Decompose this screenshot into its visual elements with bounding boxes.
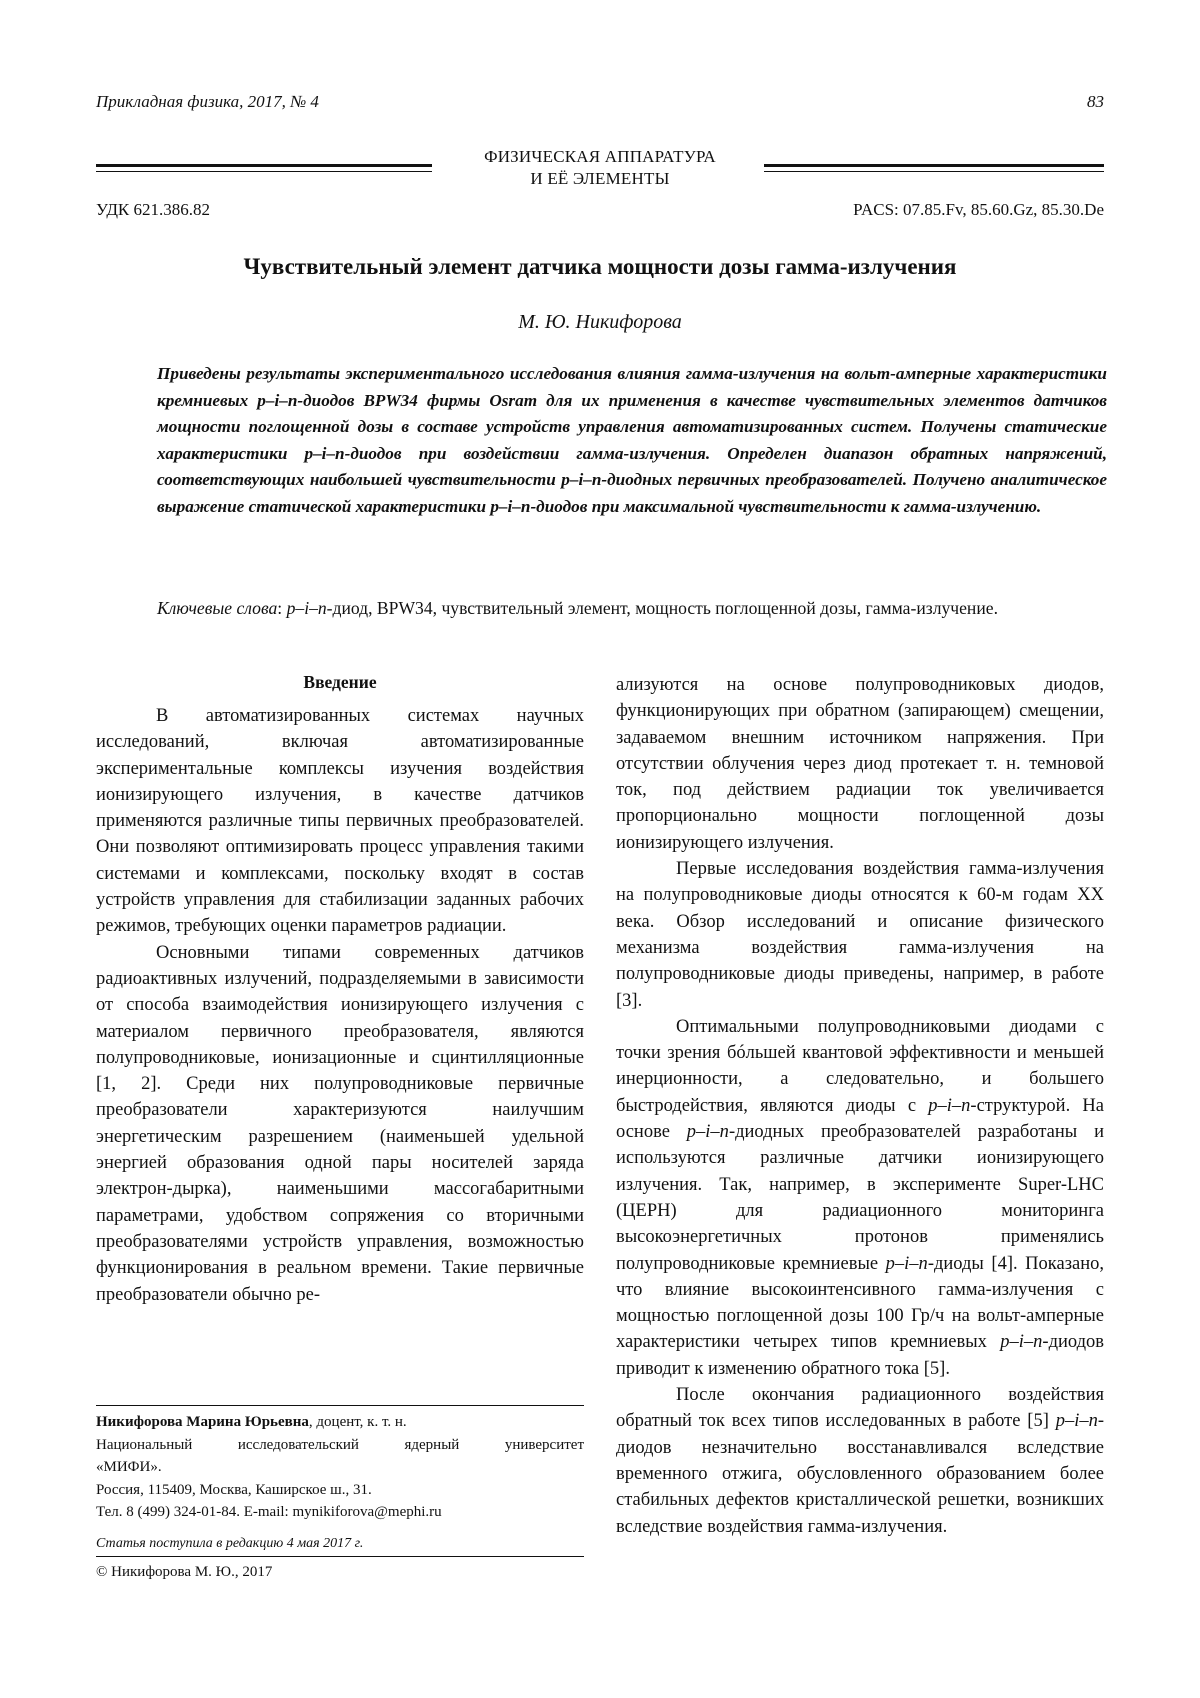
rubric-line-1: ФИЗИЧЕСКАЯ АППАРАТУРА <box>484 147 716 166</box>
page-number: 83 <box>1087 92 1104 111</box>
text-run: Оптимальными полупроводниковыми диодами с точки зрения бóльшей квантовой эффективности и меньшей инерционности, а следовательно, и большего быстродействия, являются диоды с <box>616 1016 1104 1116</box>
received-date: Статья поступила в редакцию 4 мая 2017 г. <box>96 1535 364 1551</box>
paragraph: В автоматизированных системах научных исследований, включая автоматизированные экспериментальные комплексы изучения воздействия ионизирующего излучения, в качестве датчиков применяются различные типы первичных преобразователей. Они позволяют оптимизировать процесс управления такими системами и комплексами, поскольку входят в состав устройств управления для стабилизации заданных рабочих режимов, требующих оценки параметров радиации. <box>96 706 584 937</box>
intro-heading: Введение <box>303 672 377 692</box>
pin-term: p–i–n <box>928 1095 971 1116</box>
classification-codes <box>96 200 1104 224</box>
paragraph: ализуются на основе полупроводниковых диодов, функционирующих при обратном (запирающем) смещении, задаваемом внешним источником напряжения. При отсутствии облучения через диод протекает т. н. темновой ток, под действием радиации ток увеличивается пропорционально мощности поглощенной дозы ионизирующего излучения. <box>616 675 1104 853</box>
text-run: -диодов незначительно восстанавливался вследствие временного отжига, обусловленного образованием более стабильных дефектов кристаллической решетки, возникших вследствие воздействия гамма-излучения. <box>616 1411 1104 1537</box>
pin-term: p–i–n <box>885 1253 928 1274</box>
footnote-author-position: , доцент, к. т. н. <box>308 1414 407 1430</box>
keywords-colon: : <box>277 598 287 618</box>
pin-term: p–i–n <box>686 1122 729 1143</box>
text-run: -диодов приводит к изменению обратного тока [5]. <box>616 1332 1104 1379</box>
text-run: -диодных преобразователей разработаны и используются различные датчики ионизирующего излучения. Так, например, в эксперименте Super-LHC (ЦЕРН) для радиационного мониторинга высокоэнергетичных протонов применялись полупроводниковые кремниевые <box>616 1122 1104 1274</box>
journal-name: Прикладная физика, 2017, № 4 <box>96 92 319 111</box>
keywords-label: Ключевые слова <box>157 598 278 618</box>
keywords-list: -диод, BPW34, чувствительный элемент, мощность поглощенной дозы, гамма-излучение. <box>326 598 998 618</box>
running-header <box>96 92 1104 116</box>
keywords-term: p–i–n <box>286 598 327 618</box>
copyright: © Никифорова М. Ю., 2017 <box>96 1564 273 1580</box>
footnote-address: Россия, 115409, Москва, Каширское ш., 31. <box>96 1481 372 1498</box>
section-heading <box>96 146 1104 192</box>
footnote-author-name: Никифорова Марина Юрьевна <box>96 1414 309 1430</box>
udc-code: УДК 621.386.82 <box>96 200 211 219</box>
abstract: Приведены результаты экспериментального исследования влияния гамма-излучения на вольт-амперные характеристики кремниевых p–i–n-диодов BPW34 фирмы Osram для их применения в качестве чувствительных элементов датчиков мощности поглощенной дозы в составе устройств управления автоматизированных систем. Получены статические характеристики p–i–n-диодов при воздействии гамма-излучения. Определен диапазон обратных напряжений, соответствующих наибольшей чувствительности p–i–n-диодных первичных преобразователей. Получено аналитическое выражение статической характеристики p–i–n-диодов при максимальной чувствительности к гамма-излучению. <box>157 364 1107 516</box>
text-run: -диоды [4]. Показано, что влияние высокоинтенсивного гамма-излучения с мощностью поглощенной дозы 100 Гр/ч на вольт-амперные характеристики четырех типов кремниевых <box>616 1253 1104 1353</box>
pin-term: p–i–n <box>1055 1411 1098 1432</box>
paragraph <box>616 1382 1104 1540</box>
text-run: После окончания радиационного воздействия обратный ток всех типов исследованных в работе [5] <box>616 1385 1104 1432</box>
text-run: -структурой. На основе <box>616 1095 1105 1143</box>
article-author: М. Ю. Никифорова <box>518 311 682 333</box>
rubric-line-2: И ЕЁ ЭЛЕМЕНТЫ <box>530 169 670 188</box>
rule-right <box>764 164 1104 172</box>
pacs-codes: PACS: 07.85.Fv, 85.60.Gz, 85.30.De <box>853 200 1104 219</box>
paragraph: Основными типами современных датчиков радиоактивных излучений, подразделяемыми в зависимости от способа взаимодействия ионизирующего излучения с материалом первичного преобразователя, являются полупроводниковые, ионизационные и сцинтилляционные [1, 2]. Среди них полупроводниковые первичные преобразователи характеризуются наилучшим энергетическим разрешением (наименьшей удельной энергией образования одной пары носителей заряда электрон-дырка), наименьшими массогабаритными параметрами, удобством сопряжения со вторичными преобразователями устройств управления, возможностью функционирования в реальном времени. Такие первичные преобразователи обычно ре- <box>96 942 584 1305</box>
footnote-contacts: Тел. 8 (499) 324-01-84. E-mail: mynikiforova@mephi.ru <box>96 1504 442 1520</box>
keywords <box>157 595 1107 622</box>
pin-term: p–i–n <box>1000 1332 1043 1353</box>
footnote-author-line <box>96 1411 584 1434</box>
left-column <box>96 669 584 1308</box>
author-footnote <box>96 1411 584 1555</box>
right-column <box>616 672 1104 1540</box>
copyright-divider <box>96 1556 584 1557</box>
article-title: Чувствительный элемент датчика мощности дозы гамма-излучения <box>243 254 957 279</box>
footnote-divider <box>96 1405 584 1406</box>
footnote-affiliation: Национальный исследовательский ядерный университет <box>96 1436 584 1453</box>
paragraph <box>616 1014 1104 1382</box>
footnote-affiliation-short: «МИФИ». <box>96 1459 162 1475</box>
paragraph: Первые исследования воздействия гамма-излучения на полупроводниковые диоды относятся к 60-м годам XX века. Обзор исследований и описание физического механизма воздействия гамма-излучения на полупроводниковые диоды приведены, например, в работе [3]. <box>616 859 1104 1011</box>
